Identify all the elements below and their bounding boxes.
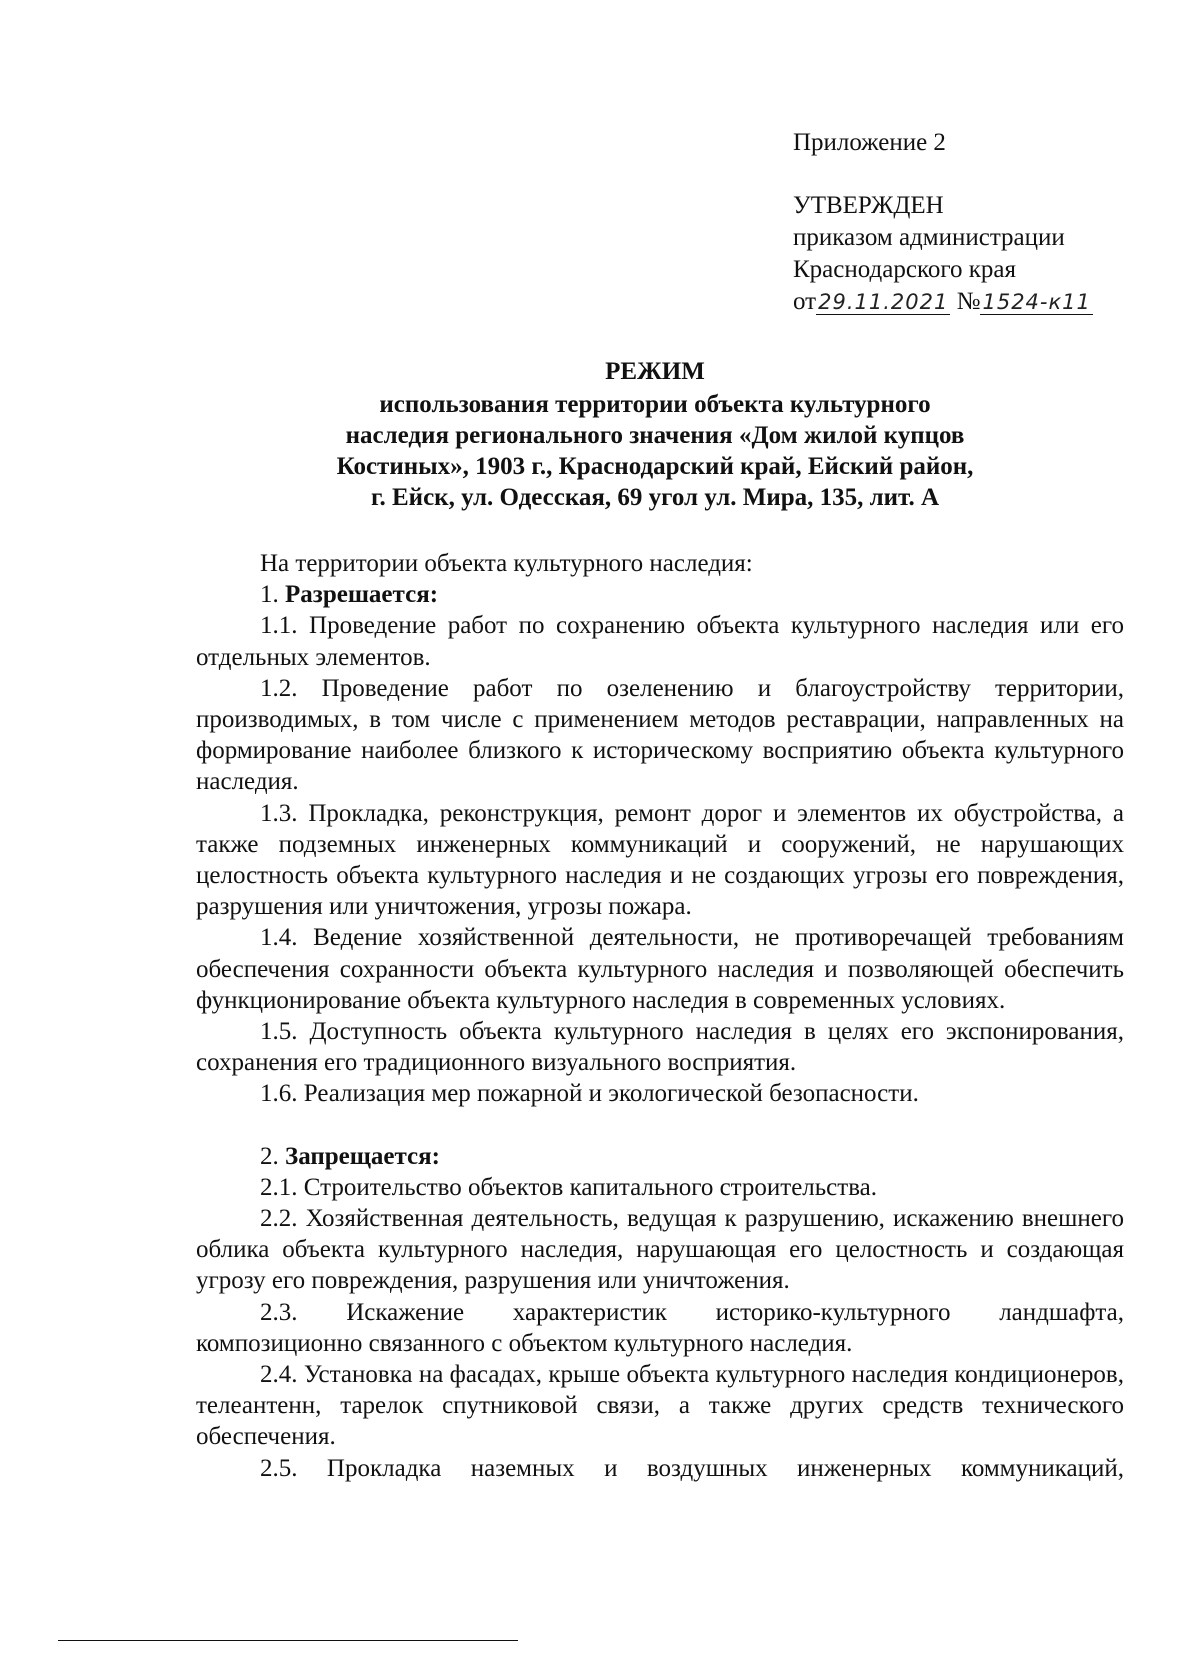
section-2-label: Запрещается: — [285, 1142, 441, 1170]
intro-paragraph: На территории объекта культурного наследия: — [260, 550, 753, 577]
title-line-4: г. Ейск, ул. Одесская, 69 угол ул. Мира, 135, лит. А — [370, 484, 940, 511]
order-label: приказом администрации — [793, 224, 1065, 251]
approval-stamp-block — [793, 127, 1093, 318]
document-body — [196, 548, 1124, 1484]
section-2-heading — [196, 1141, 1124, 1172]
appendix-label: Приложение 2 — [793, 129, 946, 156]
item-1-4: 1.4. Ведение хозяйственной деятельности, не противоречащей требованиям обеспечения сохранности объекта культурного наследия и позволяющей обеспечить функционирование объекта культурного наследия в современных условиях. — [196, 924, 1124, 1014]
section-1-number: 1. — [260, 581, 279, 609]
item-2-3: 2.3. Искажение характеристик историко-культурного ландшафта, композиционно связанного с объектом культурного наследия. — [196, 1298, 1124, 1357]
handwritten-date: 29.11.2021 — [818, 290, 949, 314]
document-title — [190, 356, 1120, 513]
item-2-2: 2.2. Хозяйственная деятельность, ведущая к разрушению, искажению внешнего облика объекта культурного наследия, нарушающая его целостность и создающая угрозу его повреждения, разрушения или уничтожения. — [196, 1205, 1124, 1295]
title-line-3: Костиных», 1903 г., Краснодарский край, Ейский район, — [336, 453, 974, 480]
item-1-6: 1.6. Реализация мер пожарной и экологической безопасности. — [260, 1080, 919, 1108]
order-date-line — [793, 286, 1093, 318]
number-prefix: № — [956, 288, 981, 315]
section-2-number: 2. — [260, 1142, 279, 1170]
item-1-2: 1.2. Проведение работ по озеленению и благоустройству территории, производимых, в том числе с применением методов реставрации, направленных на формирование наиболее близкого к историческому восприятию объекта культурного наследия. — [196, 674, 1124, 796]
title-line-1: использования территории объекта культурного — [379, 391, 931, 418]
item-2-5: 2.5. Прокладка наземных и воздушных инженерных коммуникаций, — [260, 1454, 1124, 1482]
title-heading: РЕЖИМ — [605, 358, 705, 385]
item-2-4: 2.4. Установка на фасадах, крыше объекта культурного наследия кондиционеров, телеантенн, тарелок спутниковой связи, а также других средств технического обеспечения. — [196, 1361, 1124, 1451]
handwritten-number: 1524-к11 — [982, 290, 1091, 314]
section-1-label: Разрешается: — [285, 581, 439, 609]
date-prefix: от — [793, 288, 817, 315]
approved-label: УТВЕРЖДЕН — [793, 192, 944, 219]
item-1-5: 1.5. Доступность объекта культурного наследия в целях его экспонирования, сохранения его традиционного визуального восприятия. — [196, 1018, 1124, 1077]
section-1-heading — [196, 579, 1124, 610]
item-1-3: 1.3. Прокладка, реконструкция, ремонт дорог и элементов их обустройства, а также подземных инженерных коммуникаций и сооружений, не нарушающих целостность объекта культурного наследия и не создающих угрозы его повреждения, разрушения или уничтожения, угрозы пожара. — [196, 799, 1124, 921]
footnote-separator — [58, 1640, 518, 1641]
title-line-2: наследия регионального значения «Дом жилой купцов — [345, 422, 965, 449]
region-label: Краснодарского края — [793, 256, 1016, 283]
item-1-1: 1.1. Проведение работ по сохранению объекта культурного наследия или его отдельных элементов. — [196, 612, 1124, 671]
item-2-1: 2.1. Строительство объектов капитального строительства. — [260, 1173, 878, 1201]
